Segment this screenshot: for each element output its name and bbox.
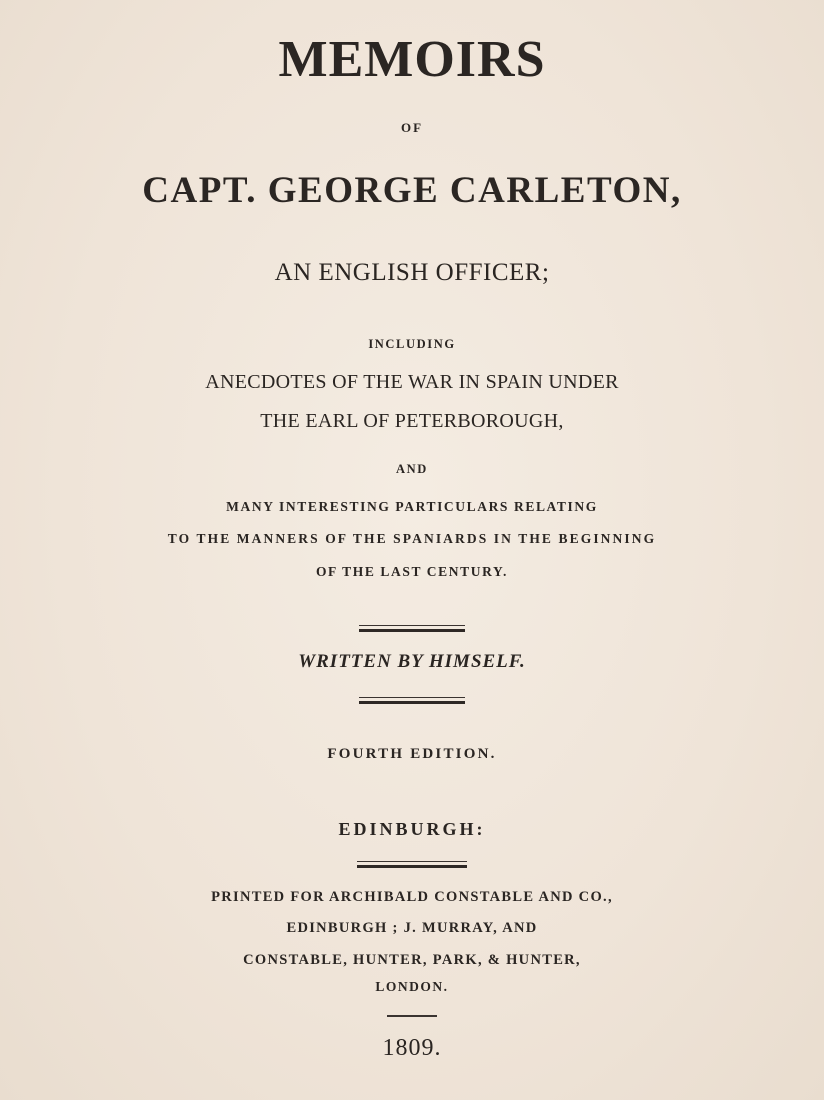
anecdotes-line-2: THE EARL OF PETERBOROUGH,	[260, 410, 564, 432]
authorship-line: WRITTEN BY HIMSELF.	[298, 651, 526, 672]
imprint-line-3: CONSTABLE, HUNTER, PARK, & HUNTER,	[243, 952, 581, 968]
including-line: INCLUDING	[368, 337, 456, 351]
book-title: MEMOIRS	[278, 31, 546, 88]
publication-year: 1809.	[382, 1035, 442, 1061]
imprint-line-1: PRINTED FOR ARCHIBALD CONSTABLE AND CO.,	[211, 889, 613, 905]
double-rule-divider	[357, 861, 467, 868]
of-line: OF	[400, 120, 424, 135]
double-rule-divider	[359, 625, 465, 632]
and-line: AND	[396, 462, 428, 476]
particulars-line-2: TO THE MANNERS OF THE SPANIARDS IN THE BEGINNING	[167, 531, 657, 546]
subject-description: AN ENGLISH OFFICER;	[274, 259, 550, 286]
short-rule-divider	[387, 1015, 437, 1017]
edition-line: FOURTH EDITION.	[327, 746, 497, 762]
particulars-line-3: OF THE LAST CENTURY.	[315, 564, 509, 579]
imprint-line-2: EDINBURGH ; J. MURRAY, AND	[286, 920, 538, 936]
anecdotes-line-1: ANECDOTES OF THE WAR IN SPAIN UNDER	[205, 371, 619, 393]
double-rule-divider	[359, 697, 465, 704]
particulars-line-1: MANY INTERESTING PARTICULARS RELATING	[226, 499, 598, 514]
publication-place: EDINBURGH:	[338, 819, 486, 839]
subject-name: CAPT. GEORGE CARLETON,	[142, 170, 682, 211]
imprint-line-4: LONDON.	[375, 979, 449, 994]
